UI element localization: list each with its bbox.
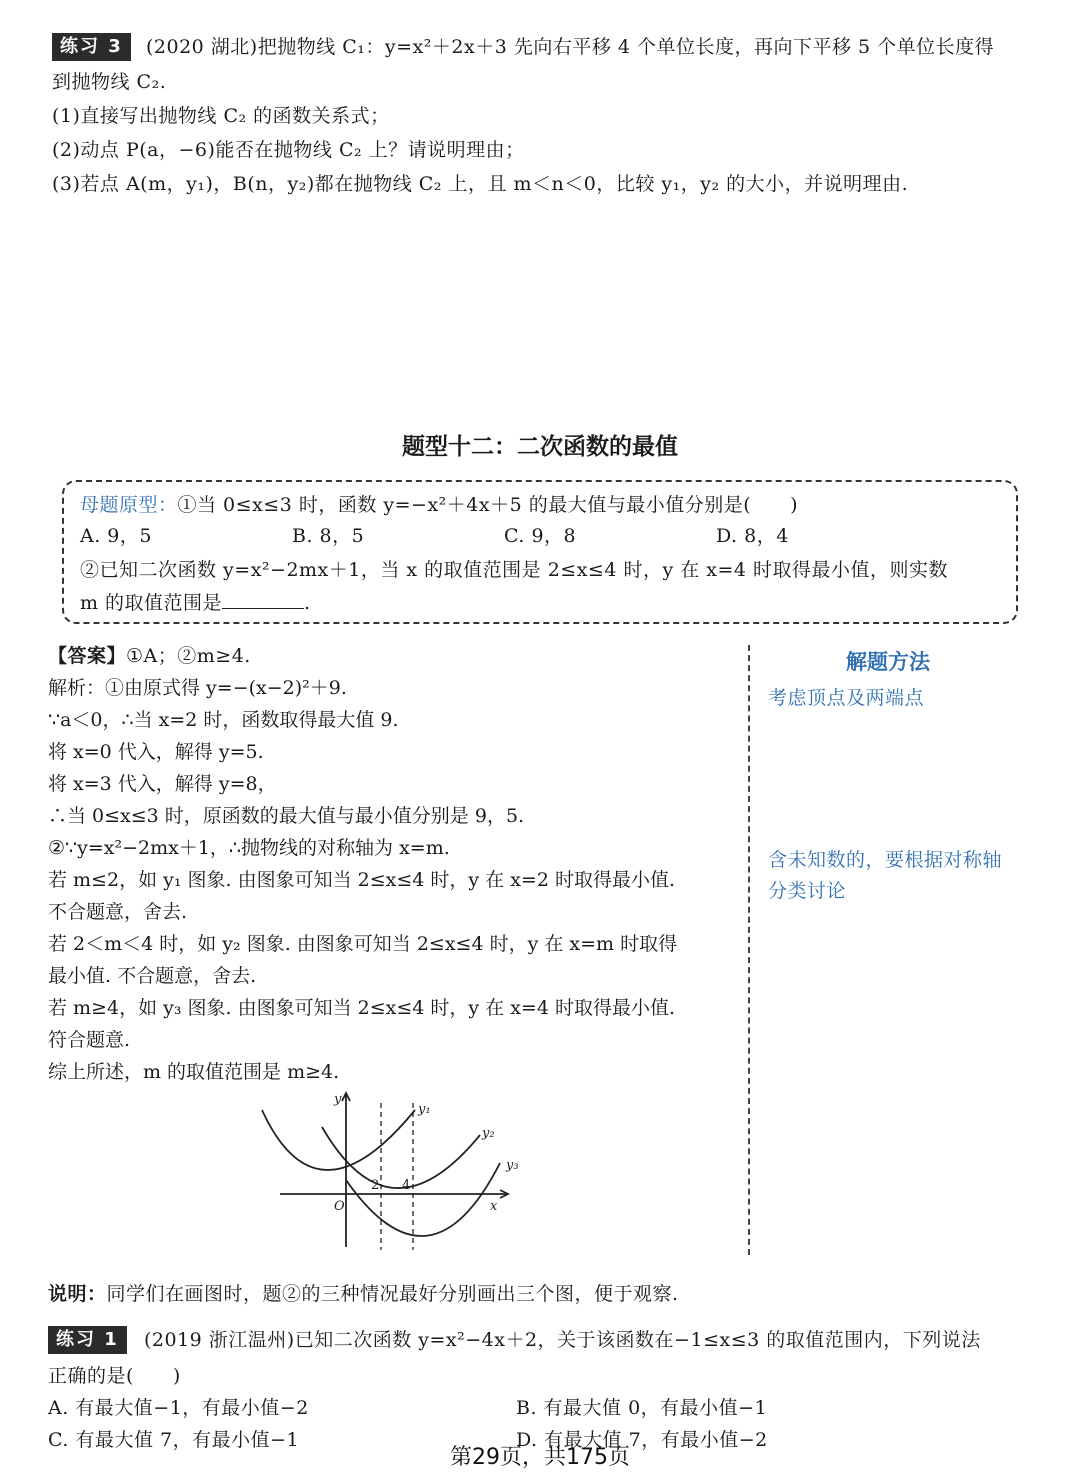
note-label: 说明： [48,1283,107,1305]
answer-label: 【答案】 [48,645,127,667]
method-note-2-line-1: 含未知数的，要根据对称轴 [768,849,1003,871]
curve-y1 [262,1110,415,1170]
column-divider [748,645,750,1255]
solution-line: 解析：①由原式得 y=−(x−2)²＋9. [48,677,347,699]
solution-line: 综上所述，m 的取值范围是 m≥4. [48,1061,340,1083]
prototype-q1-text: ①当 0≤x≤3 时，函数 y=−x²＋4x＋5 的最大值与最小值分别是( ) [177,494,799,516]
solution-line: 若 m≥4，如 y₃ 图象. 由图象可知当 2≤x≤4 时，y 在 x=4 时取得最小值. [48,997,676,1019]
note-text: 同学们在画图时，题②的三种情况最好分别画出三个图，便于观察. [106,1283,679,1305]
exercise-1-option-b: B. 有最大值 0，有最小值−1 [516,1397,768,1419]
prototype-option-c: C. 9，8 [504,525,577,547]
exercise-3-question-2: (2)动点 P(a，−6)能否在抛物线 C₂ 上？请说明理由； [52,139,525,161]
prototype-option-d: D. 8，4 [716,525,789,547]
curve-label-y1: y₁ [418,1102,431,1117]
solution-line: 若 m≤2，如 y₁ 图象. 由图象可知当 2≤x≤4 时，y 在 x=2 时取得最小值. [48,869,676,891]
solution-line: ②∵y=x²−2mx＋1，∴抛物线的对称轴为 x=m. [48,837,450,859]
solution-line: 若 2＜m＜4 时，如 y₂ 图象. 由图象可知当 2≤x≤4 时，y 在 x=m 时取得 [48,933,678,955]
exercise-1-option-a: A. 有最大值−1，有最小值−2 [48,1397,309,1419]
solution-line: ∵a＜0，∴当 x=2 时，函数取得最大值 9. [48,709,399,731]
page-footer: 第29页，共175页 [450,1445,630,1470]
prototype-q2-end: . [304,592,311,614]
solution-line: 将 x=3 代入，解得 y=8， [48,773,277,795]
curve-label-y3: y₃ [506,1158,519,1173]
exercise-3-tag: 练习 3 [52,33,131,61]
prototype-question-2-line-1: ②已知二次函数 y=x²−2mx＋1，当 x 的取值范围是 2≤x≤4 时，y 在 x=4 时取得最小值，则实数 [80,559,949,581]
solution-line: 不合题意，舍去. [48,901,188,923]
tick-label-2: 2 [371,1178,380,1193]
tick-label-4: 4 [402,1178,411,1193]
method-title: 解题方法 [846,650,930,674]
section-title: 题型十二：二次函数的最值 [402,434,678,460]
answer-line [48,642,251,670]
prototype-question-2-line-2 [80,589,311,617]
solution-line: 符合题意. [48,1029,131,1051]
exercise-3-line-1: (2020 湖北)把抛物线 C₁：y=x²＋2x＋3 先向右平移 4 个单位长度，再向下平移 5 个单位长度得 [146,36,995,58]
solution-line: ∴当 0≤x≤3 时，原函数的最大值与最小值分别是 9，5. [48,805,525,827]
curve-y3 [346,1163,500,1236]
exercise-1-tag: 练习 1 [48,1326,127,1354]
answer-text: ①A；②m≥4. [126,645,251,667]
exercise-1-line-1: (2019 浙江温州)已知二次函数 y=x²−4x＋2，关于该函数在−1≤x≤3 的取值范围内，下列说法 [144,1329,981,1351]
y-axis-label: y [334,1092,342,1107]
exercise-1-line-2: 正确的是( ) [48,1365,181,1387]
x-axis-label: x [490,1199,498,1214]
solution-line: 最小值. 不合题意，舍去. [48,965,257,987]
exercise-3-question-1: (1)直接写出抛物线 C₂ 的函数关系式； [52,105,390,127]
curve-label-y2: y₂ [482,1126,495,1141]
method-note-2-line-2: 分类讨论 [768,880,847,902]
note-line [48,1280,679,1308]
prototype-option-a: A. 9，5 [80,525,152,547]
exercise-3-line-2: 到抛物线 C₂. [52,71,167,93]
answer-blank [222,590,304,609]
prototype-q2-text: m 的取值范围是 [80,592,223,614]
prototype-label: 母题原型： [80,494,178,516]
prototype-question-1 [80,491,798,519]
exercise-1-option-c: C. 有最大值 7，有最小值−1 [48,1429,300,1451]
origin-label: O [334,1199,345,1214]
exercise-3-question-3: (3)若点 A(m，y₁)，B(n，y₂)都在抛物线 C₂ 上，且 m＜n＜0，比较 y₁，y₂ 的大小，并说明理由. [52,173,909,195]
method-note-1: 考虑顶点及两端点 [768,687,925,709]
prototype-option-b: B. 8，5 [292,525,365,547]
parabola-figure [250,1085,540,1255]
exercise-1-option-d: D. 有最大值 7，有最小值−2 [516,1429,768,1451]
solution-line: 将 x=0 代入，解得 y=5. [48,741,264,763]
